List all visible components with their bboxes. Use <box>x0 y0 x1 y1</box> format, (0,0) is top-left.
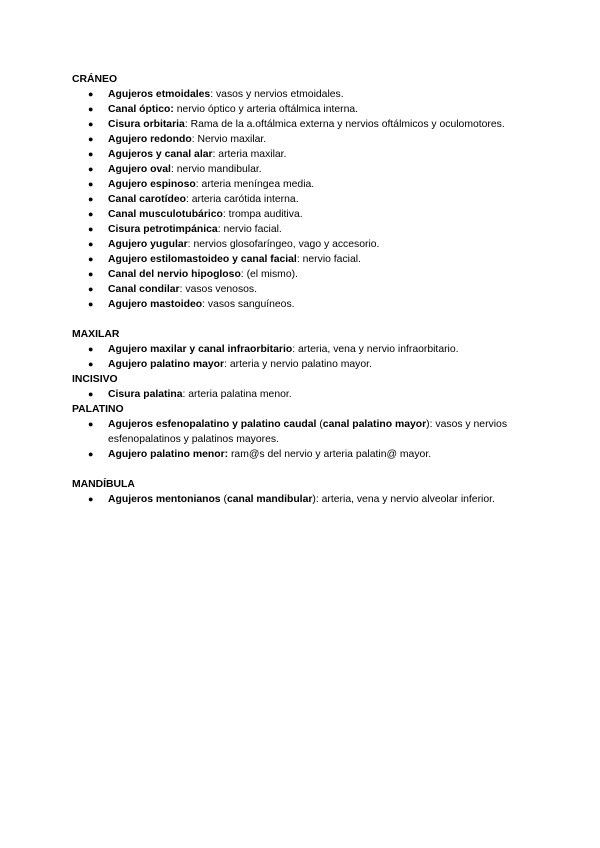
bullet-icon: ● <box>88 89 94 99</box>
section-heading: INCISIVO <box>72 374 118 385</box>
list-item <box>72 297 532 312</box>
list-item <box>72 162 532 177</box>
term-label: Agujero mastoideo <box>108 299 203 310</box>
description-text: : vasos venosos. <box>179 284 258 295</box>
section-heading: PALATINO <box>72 404 124 415</box>
bullet-list <box>72 87 532 312</box>
bullet-list <box>72 492 532 507</box>
description-text: : trompa auditiva. <box>222 209 303 220</box>
list-item <box>72 207 532 222</box>
section-heading: MANDÍBULA <box>72 479 135 490</box>
term-label: Agujero espinoso <box>108 179 196 190</box>
description-text: : vasos y nervios etmoidales. <box>210 89 344 100</box>
section-heading: MAXILAR <box>72 329 120 340</box>
description-text: : nervios glosofaríngeo, vago y accesorio. <box>187 239 380 250</box>
term-label: Agujeros esfenopalatino y palatino caudal <box>108 419 317 430</box>
list-item <box>72 387 532 402</box>
bullet-icon: ● <box>88 209 94 219</box>
bullet-icon: ● <box>88 299 94 309</box>
description-text: nervio óptico y arteria oftálmica interna. <box>173 104 359 115</box>
bullet-icon: ● <box>88 194 94 204</box>
bullet-icon: ● <box>88 134 94 144</box>
bullet-icon: ● <box>88 224 94 234</box>
description-text: ): vasos y nervios esfenopalatinos y palatinos mayores. <box>108 419 508 445</box>
term-label: Canal musculotubárico <box>108 209 223 220</box>
list-item <box>72 222 532 237</box>
bullet-icon: ● <box>88 449 94 459</box>
list-item <box>72 87 532 102</box>
description-text: : nervio mandibular. <box>170 164 262 175</box>
description-text: : arteria meníngea media. <box>195 179 315 190</box>
bullet-icon: ● <box>88 179 94 189</box>
description-text: ): arteria, vena y nervio alveolar inferior. <box>312 494 495 505</box>
bullet-icon: ● <box>88 389 94 399</box>
description-text: : arteria y nervio palatino mayor. <box>224 359 372 370</box>
description-text: ( <box>316 419 323 430</box>
list-item <box>72 357 532 372</box>
term-label: Canal óptico: <box>108 104 174 115</box>
description-text: : arteria, vena y nervio infraorbitario. <box>292 344 459 355</box>
term-label: Cisura orbitaria <box>108 119 185 130</box>
bullet-icon: ● <box>88 494 94 504</box>
term-label: Agujeros y canal alar <box>108 149 213 160</box>
bullet-icon: ● <box>88 239 94 249</box>
list-item <box>72 417 532 447</box>
term-label: Cisura palatina <box>108 389 183 400</box>
term-label: Cisura petrotimpánica <box>108 224 218 235</box>
term-label: Agujeros etmoidales <box>108 89 211 100</box>
list-item <box>72 342 532 357</box>
list-item <box>72 237 532 252</box>
bullet-icon: ● <box>88 344 94 354</box>
section-spacer <box>72 462 532 477</box>
term-label: Agujero maxilar y canal infraorbitario <box>108 344 293 355</box>
bullet-icon: ● <box>88 284 94 294</box>
list-item <box>72 147 532 162</box>
document-content <box>72 72 532 507</box>
list-item <box>72 132 532 147</box>
term-label: Agujero palatino menor: <box>108 449 229 460</box>
term-label: Canal condilar <box>108 284 180 295</box>
bullet-icon: ● <box>88 359 94 369</box>
term-label: Agujero estilomastoideo y canal facial <box>108 254 297 265</box>
bullet-icon: ● <box>88 269 94 279</box>
list-item <box>72 117 532 132</box>
term-label: Canal carotídeo <box>108 194 186 205</box>
list-item <box>72 177 532 192</box>
list-item <box>72 267 532 282</box>
description-text: : arteria maxilar. <box>212 149 287 160</box>
list-item <box>72 102 532 117</box>
term-label: canal palatino mayor <box>322 419 427 430</box>
description-text: : Nervio maxilar. <box>191 134 267 145</box>
description-text: ( <box>220 494 227 505</box>
section-spacer <box>72 312 532 327</box>
bullet-icon: ● <box>88 149 94 159</box>
list-item <box>72 192 532 207</box>
term-label: Agujero yugular <box>108 239 188 250</box>
list-item <box>72 252 532 267</box>
term-label: Agujero redondo <box>108 134 192 145</box>
bullet-icon: ● <box>88 164 94 174</box>
bullet-icon: ● <box>88 254 94 264</box>
description-text: : (el mismo). <box>240 269 298 280</box>
description-text: ram@s del nervio y arteria palatin@ mayor. <box>228 449 432 460</box>
description-text: : arteria carótida interna. <box>185 194 299 205</box>
description-text: : nervio facial. <box>296 254 361 265</box>
bullet-icon: ● <box>88 104 94 114</box>
bullet-list <box>72 342 532 372</box>
description-text: : vasos sanguíneos. <box>202 299 295 310</box>
description-text: : Rama de la a.oftálmica externa y nervios oftálmicos y oculomotores. <box>184 119 505 130</box>
bullet-list <box>72 417 532 462</box>
list-item <box>72 492 532 507</box>
description-text: : nervio facial. <box>217 224 282 235</box>
section-heading: CRÁNEO <box>72 74 118 85</box>
description-text: : arteria palatina menor. <box>182 389 292 400</box>
bullet-icon: ● <box>88 419 94 429</box>
list-item <box>72 282 532 297</box>
term-label: Agujero oval <box>108 164 171 175</box>
term-label: canal mandibular <box>226 494 313 505</box>
term-label: Canal del nervio hipogloso <box>108 269 241 280</box>
list-item <box>72 447 532 462</box>
term-label: Agujeros mentonianos <box>108 494 221 505</box>
bullet-icon: ● <box>88 119 94 129</box>
bullet-list <box>72 387 532 402</box>
term-label: Agujero palatino mayor <box>108 359 225 370</box>
